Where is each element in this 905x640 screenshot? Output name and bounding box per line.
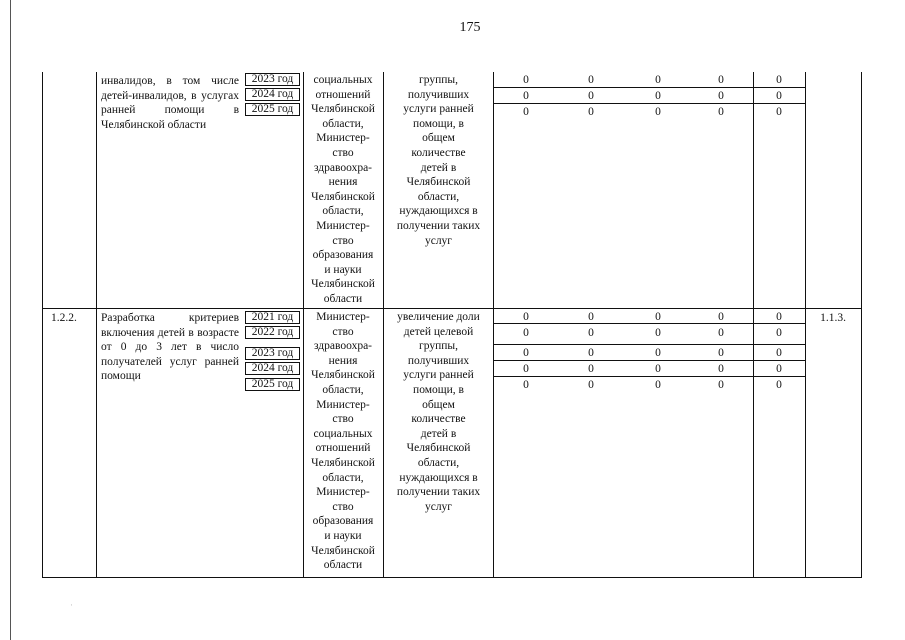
measure-name: инвалидов, в том числе детей-инвалидов, в услугах ранней помощи в Челябинской области bbox=[101, 75, 239, 131]
value-cell: 0 bbox=[655, 74, 661, 86]
value-cell: 0 bbox=[588, 90, 594, 102]
value-cell: 0 bbox=[588, 347, 594, 359]
value-cell: 0 bbox=[718, 363, 724, 375]
value-cell: 0 bbox=[718, 379, 724, 391]
value-cell: 0 bbox=[718, 347, 724, 359]
value-cell: 0 bbox=[588, 363, 594, 375]
value-cell: 0 bbox=[718, 327, 724, 339]
value-cell: 0 bbox=[718, 74, 724, 86]
year-label: 2022 год bbox=[245, 326, 300, 339]
value-cell: 0 bbox=[776, 311, 782, 323]
responsible-executors: Министер- ство здравоохра- нения Челябинской области, Министер- ство социальных отношений Челябинской области, Министер- ство образования и науки Челябинской области bbox=[311, 311, 375, 572]
expected-result: группы, получивших услуги ранней помощи, в общем количестве детей в Челябинской области, нуждающихся в получении таких услуг bbox=[396, 74, 481, 247]
value-cell: 0 bbox=[655, 327, 661, 339]
year-label: 2024 год bbox=[245, 88, 300, 101]
page-number: 175 bbox=[459, 20, 481, 35]
value-cell: 0 bbox=[776, 90, 782, 102]
value-cell: 0 bbox=[588, 311, 594, 323]
row-number: 1.2.2. bbox=[51, 312, 77, 324]
value-cell: 0 bbox=[718, 311, 724, 323]
value-cell: 0 bbox=[655, 106, 661, 118]
year-label: 2025 год bbox=[245, 103, 300, 116]
value-cell: 0 bbox=[523, 379, 529, 391]
measure-name: Разработка критериев включения детей в возрасте от 0 до 3 лет в число получателей услуг ранней помощи bbox=[101, 312, 239, 383]
value-cell: 0 bbox=[655, 347, 661, 359]
value-cell: 0 bbox=[776, 347, 782, 359]
year-label: 2025 год bbox=[245, 378, 300, 391]
year-label: 2021 год bbox=[245, 311, 300, 324]
value-cell: 0 bbox=[523, 106, 529, 118]
value-cell: 0 bbox=[718, 90, 724, 102]
program-table bbox=[42, 72, 862, 578]
value-cell: 0 bbox=[655, 379, 661, 391]
value-cell: 0 bbox=[776, 327, 782, 339]
value-cell: 0 bbox=[776, 74, 782, 86]
expected-result: увеличение доли детей целевой группы, получивших услуги ранней помощи, в общем количестве детей в Челябинской области, нуждающихся в получении таких услуг bbox=[396, 311, 481, 513]
value-cell: 0 bbox=[655, 363, 661, 375]
value-cell: 0 bbox=[588, 379, 594, 391]
scan-artifact: · bbox=[70, 600, 73, 610]
value-cell: 0 bbox=[655, 90, 661, 102]
year-label: 2024 год bbox=[245, 362, 300, 375]
value-cell: 0 bbox=[776, 106, 782, 118]
value-cell: 0 bbox=[523, 74, 529, 86]
year-label: 2023 год bbox=[245, 73, 300, 86]
value-cell: 0 bbox=[588, 327, 594, 339]
value-cell: 0 bbox=[718, 106, 724, 118]
value-cell: 0 bbox=[776, 363, 782, 375]
responsible-executors: социальных отношений Челябинской области, Министер- ство здравоохра- нения Челябинской области, Министер- ство образования и науки Челябинской области bbox=[311, 74, 375, 305]
value-cell: 0 bbox=[523, 327, 529, 339]
year-label: 2023 год bbox=[245, 347, 300, 360]
value-cell: 0 bbox=[588, 74, 594, 86]
reference-number: 1.1.3. bbox=[820, 312, 846, 324]
value-cell: 0 bbox=[523, 90, 529, 102]
value-cell: 0 bbox=[776, 379, 782, 391]
value-cell: 0 bbox=[523, 363, 529, 375]
scan-edge-line bbox=[10, 0, 11, 640]
value-cell: 0 bbox=[588, 106, 594, 118]
value-cell: 0 bbox=[523, 347, 529, 359]
value-cell: 0 bbox=[523, 311, 529, 323]
value-cell: 0 bbox=[655, 311, 661, 323]
